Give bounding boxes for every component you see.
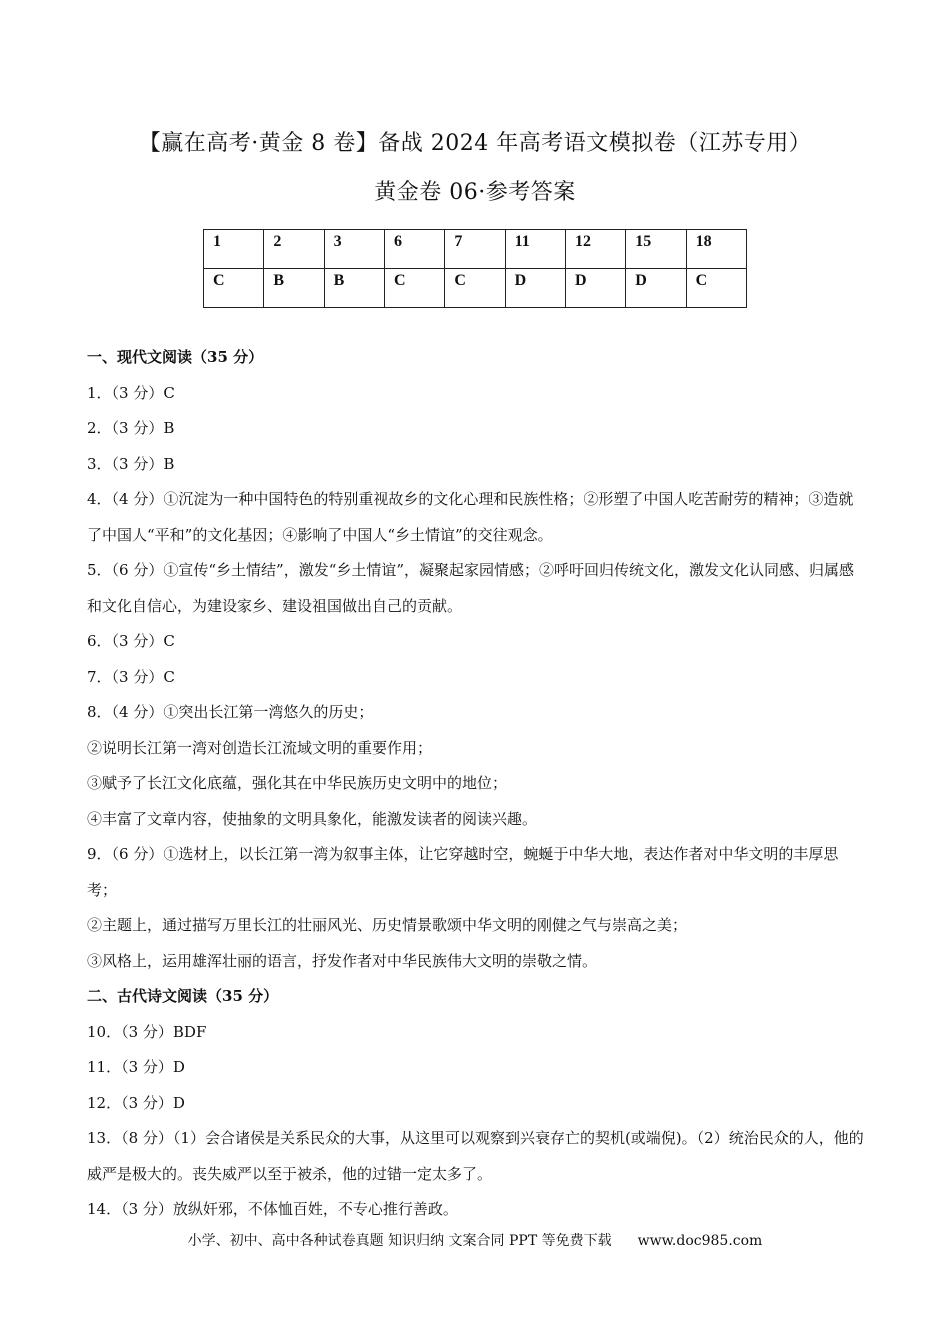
answer-cell: B xyxy=(324,269,384,308)
answer-item: 5．（6 分）①宣传“乡土情结”，激发“乡土情谊”，凝聚起家园情感；②呼吁回归传统文化，激发文化认同感、归属感和文化自信心，为建设家乡、建设祖国做出自己的贡献。 xyxy=(87,561,855,615)
answer-item: 11．（3 分）D xyxy=(87,1058,185,1076)
answer-cell: D xyxy=(565,269,625,308)
question-number-cell: 6 xyxy=(384,230,444,269)
section-heading-modern-reading: 一、现代文阅读（35 分） xyxy=(87,348,264,366)
answer-item: 12．（3 分）D xyxy=(87,1093,185,1112)
answer-table-number-row xyxy=(204,230,747,269)
answer-cell: C xyxy=(384,269,444,308)
answer-cell: C xyxy=(445,269,505,308)
document-subtitle: 黄金卷 06·参考答案 xyxy=(374,180,576,205)
answer-table-answer-row xyxy=(204,269,747,308)
answer-cell: C xyxy=(204,269,264,308)
answer-item: ③赋予了长江文化底蕴，强化其在中华民族历史文明中的地位； xyxy=(87,774,508,792)
answer-item: 14．（3 分）放纵奸邪，不体恤百姓，不专心推行善政。 xyxy=(87,1200,458,1218)
answer-item: 10．（3 分）BDF xyxy=(87,1022,207,1041)
question-number-cell: 15 xyxy=(626,230,686,269)
section-heading-classical-reading: 二、古代诗文阅读（35 分） xyxy=(87,987,279,1005)
question-number-cell: 2 xyxy=(264,230,324,269)
answer-item: ②说明长江第一湾对创造长江流域文明的重要作用； xyxy=(87,738,433,757)
question-number-cell: 12 xyxy=(565,230,625,269)
answer-item: 1．（3 分）C xyxy=(87,383,175,402)
answer-item: 8．（4 分）①突出长江第一湾悠久的历史； xyxy=(87,703,374,721)
answer-item: 3．（3 分）B xyxy=(87,454,175,473)
question-number-cell: 18 xyxy=(686,230,746,269)
answer-item: ②主题上，通过描写万里长江的壮丽风光、历史情景歌颂中华文明的刚健之气与崇高之美； xyxy=(87,916,688,934)
answer-cell: C xyxy=(686,269,746,308)
answer-cell: D xyxy=(505,269,565,308)
answer-table xyxy=(203,229,747,308)
question-number-cell: 7 xyxy=(445,230,505,269)
answer-item: 6．（3 分）C xyxy=(87,632,175,650)
footer-text: 小学、初中、高中各种试卷真题 知识归纳 文案合同 PPT 等免费下载 xyxy=(187,1233,612,1249)
answer-item: 13．（8 分）（1）会合诸侯是关系民众的大事，从这里可以观察到兴衰存亡的契机(或端倪)。（2）统治民众的人，他的威严是极大的。丧失威严以至于被杀，他的过错一定太多了。 xyxy=(87,1129,864,1183)
answer-item: 2．（3 分）B xyxy=(87,419,175,437)
answer-item: 9．（6 分）①选材上，以长江第一湾为叙事主体，让它穿越时空，蜿蜒于中华大地，表达作者对中华文明的丰厚思考； xyxy=(87,845,839,899)
answer-item: ③风格上，运用雄浑壮丽的语言，抒发作者对中华民族伟大文明的崇敬之情。 xyxy=(87,951,598,970)
answer-item: ④丰富了文章内容，使抽象的文明具象化，能激发读者的阅读兴趣。 xyxy=(87,809,538,828)
answer-item: 4．（4 分）①沉淀为一种中国特色的特别重视故乡的文化心理和民族性格；②形塑了中国人吃苦耐劳的精神；③造就了中国人“平和”的文化基因；④影响了中国人“乡土情谊”的交往观念。 xyxy=(87,490,854,544)
footer-url[interactable]: www.doc985.com xyxy=(637,1233,763,1249)
answer-item: 7．（3 分）C xyxy=(87,667,175,686)
answer-cell: D xyxy=(626,269,686,308)
question-number-cell: 3 xyxy=(324,230,384,269)
question-number-cell: 1 xyxy=(204,230,264,269)
page-footer xyxy=(0,1230,950,1250)
question-number-cell: 11 xyxy=(505,230,565,269)
answer-content xyxy=(87,340,867,1228)
document-title: 【赢在高考·黄金 8 卷】备战 2024 年高考语文模拟卷（江苏专用） xyxy=(138,131,812,156)
answer-cell: B xyxy=(264,269,324,308)
